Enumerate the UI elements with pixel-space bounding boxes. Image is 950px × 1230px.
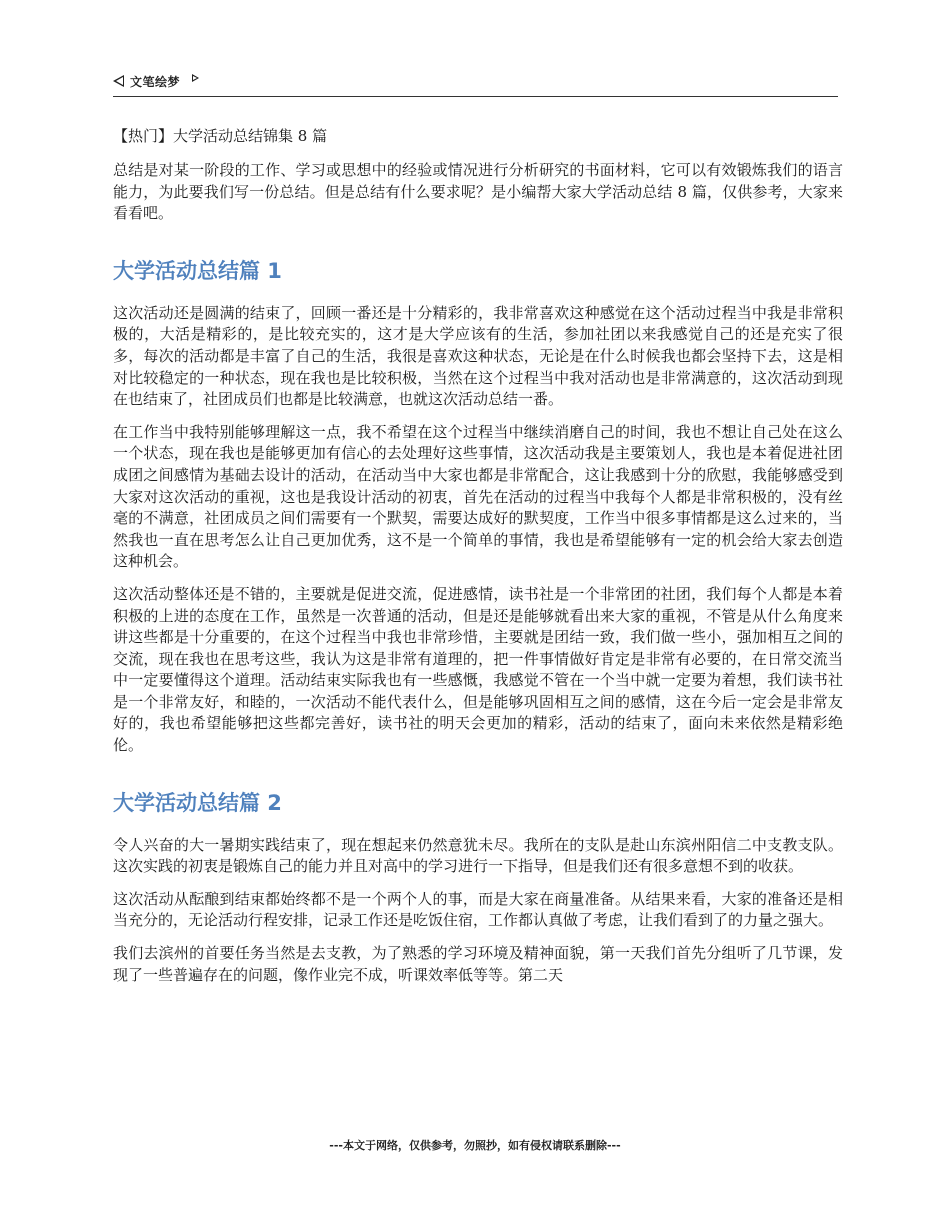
section-2-paragraph-3: 我们去滨州的首要任务当然是去支教，为了熟悉的学习环境及精神面貌，第一天我们首先分组听了几节课，发现了一些普遍存在的问题，像作业完不成，听课效率低等等。第二天 xyxy=(113,944,843,984)
brand-name: 文笔绘梦 xyxy=(130,74,181,89)
triangle-left-outline-icon xyxy=(113,75,124,87)
section-2-paragraph-2: 这次活动从酝酿到结束都始终都不是一个两个人的事，而是大家在商量准备。从结果来看，大家的准备还是相当充分的，无论活动行程安排，记录工作还是吃饭住宿，工作都认真做了考虑，让我们看到了的力量之强大。 xyxy=(113,889,843,930)
section-2-paragraph-1: 令人兴奋的大一暑期实践结束了，现在想起来仍然意犹未尽。我所在的支队是赴山东滨州阳信二中支教支队。这次实践的初衷是锻炼自己的能力并且对高中的学习进行一下指导，但是我们还有很多意想不到的收获。 xyxy=(113,835,843,876)
document-body xyxy=(113,126,843,997)
header-row xyxy=(113,70,838,92)
document-title: 【热门】大学活动总结锦集 8 篇 xyxy=(113,127,328,145)
page-header xyxy=(113,70,838,97)
triangle-right-outline-icon xyxy=(192,74,199,82)
section-1-paragraph-3: 这次活动整体还是不错的，主要就是促进交流，促进感情，读书社是一个非常团的社团，我们每个人都是本着积极的上进的态度在工作，虽然是一次普通的活动，但是还是能够就看出来大家的重视，不管是从什么角度来讲这些都是十分重要的，在这个过程当中我也非常珍惜，主要就是团结一致，我们做一些小，强加相互之间的交流，现在我也在思考这些，我认为这是非常有道理的，把一件事情做好肯定是非常有必要的，在日常交流当中一定要懂得这个道理。活动结束实际我也有一些感慨，我感觉不管在一个当中就一定要为着想，我们读书社是一个非常友好，和睦的，一次活动不能代表什么，但是能够巩固相互之间的感情，这在今后一定会是非常友好的，我也希望能够把这些都完善好，读书社的明天会更加的精彩，活动的结束了，面向未来依然是精彩绝伦。 xyxy=(113,584,843,755)
section-heading-1: 大学活动总结篇 1 xyxy=(113,258,282,283)
section-1-paragraph-1: 这次活动还是圆满的结束了，回顾一番还是十分精彩的，我非常喜欢这种感觉在这个活动过程当中我是非常积极的，大活是精彩的，是比较充实的，这才是大学应该有的生活，参加社团以来我感觉自己的还是充实了很多，每次的活动都是丰富了自己的生活，我很是喜欢这种状态，无论是在什么时候我也都会坚持下去，这是相对比较稳定的一种状态，现在我也是比较积极，当然在这个过程当中我对活动也是非常满意的，这次活动到现在也结束了，社团成员们也都是比较满意，也就这次活动总结一番。 xyxy=(113,303,843,409)
section-1-paragraph-2: 在工作当中我特别能够理解这一点，我不希望在这个过程当中继续消磨自己的时间，我也不想让自己处在这么一个状态，现在我也是能够更加有信心的去处理好这些事情，这次活动我是主要策划人，我也是本着促进社团成团之间感情为基础去设计的活动，在活动当中大家也都是非常配合，这让我感到十分的欣慰，我能够感受到大家对这次活动的重视，这也是我设计活动的初衷，首先在活动的过程当中我每个人都是非常积极的，没有丝毫的不满意，社团成员之间们需要有一个默契，需要达成好的默契度，工作当中很多事情都是这么过来的，当然我也一直在思考怎么让自己更加优秀，这不是一个简单的事情，我也是希望能够有一定的机会给大家去创造这种机会。 xyxy=(113,422,843,571)
footer-notice: ---本文于网络，仅供参考，勿照抄，如有侵权请联系删除--- xyxy=(329,1139,621,1152)
intro-paragraph: 总结是对某一阶段的工作、学习或思想中的经验或情况进行分析研究的书面材料，它可以有效锻炼我们的语言能力，为此要我们写一份总结。但是总结有什么要求呢？是小编帮大家大学活动总结 8 篇，仅供参考，大家来看看吧。 xyxy=(113,161,843,223)
section-heading-2: 大学活动总结篇 2 xyxy=(113,790,282,815)
